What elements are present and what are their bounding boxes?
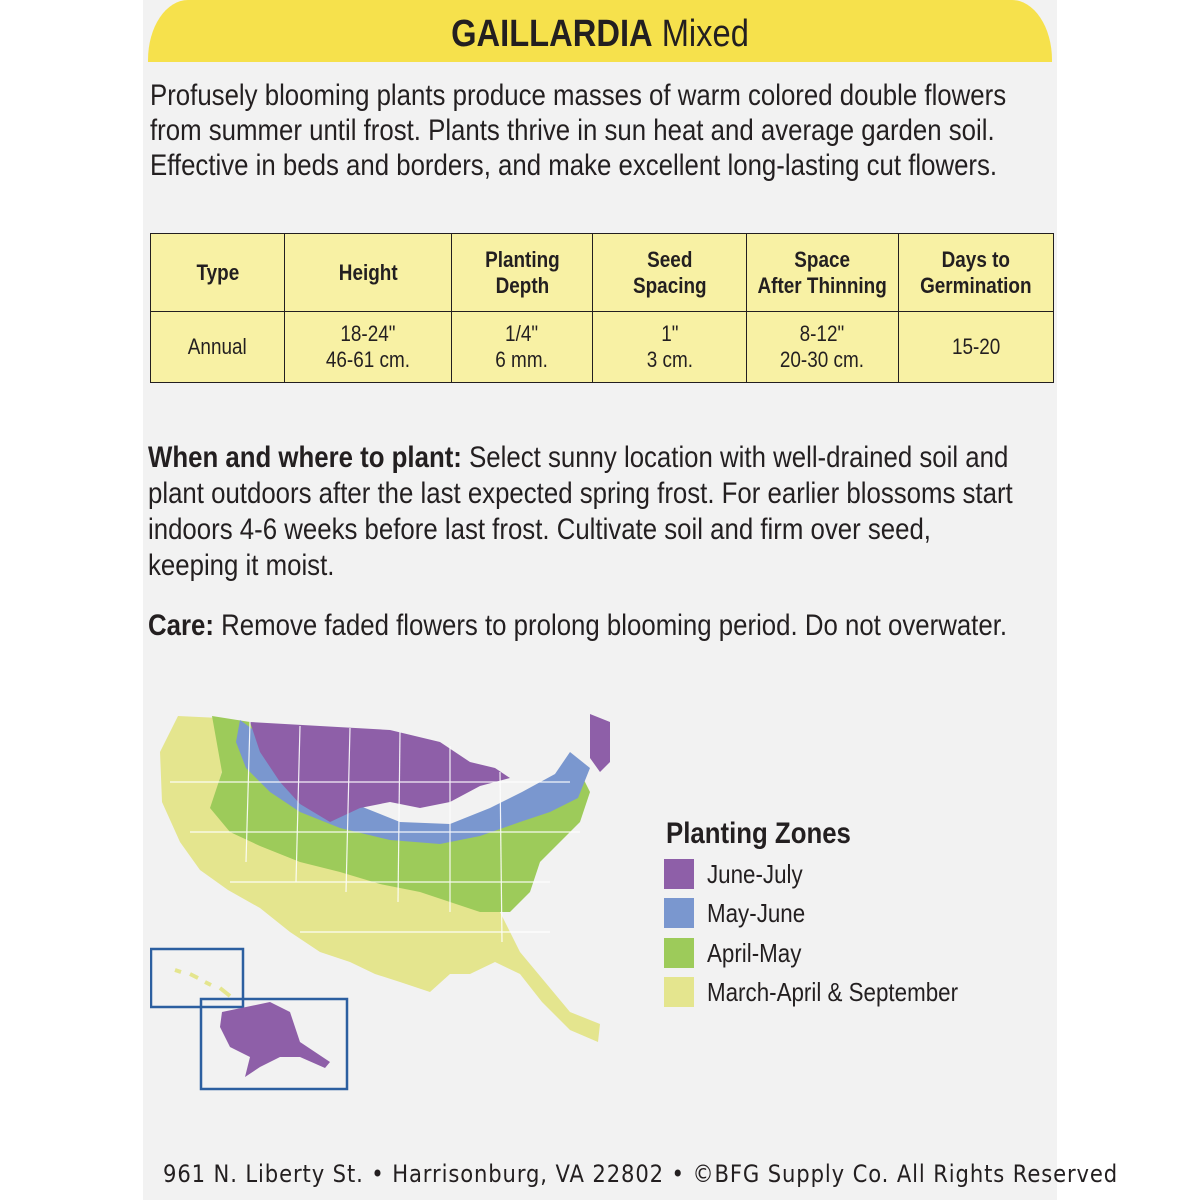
care-lead: Care:: [148, 609, 214, 642]
footer-address: 961 N. Liberty St. • Harrisonburg, VA 22802 • ©BFG Supply Co. All Rights Reserved: [163, 1160, 1119, 1188]
care-text: Remove faded flowers to prolong blooming period. Do not overwater.: [213, 609, 1008, 642]
specs-header-row: [151, 234, 1054, 312]
specs-header-cell: Type: [151, 234, 285, 312]
specs-header-cell: Height: [285, 234, 451, 312]
care-instructions: [148, 608, 1025, 644]
page-title: [211, 10, 988, 58]
intro-description: Profusely blooming plants produce masses of warm colored double flowers from summer until frost. Plants thrive in sun heat and average garden soil. Effective in beds and borders, and make excellent long-lasting cut flowers.: [150, 79, 1007, 182]
planting-instructions: [148, 440, 1025, 584]
specs-header-cell: Seed Spacing: [593, 234, 746, 312]
legend-title: Planting Zones: [666, 817, 851, 850]
specs-value-cell: 1" 3 cm.: [593, 312, 746, 383]
specs-value-cell: 8-12" 20-30 cm.: [746, 312, 899, 383]
legend-label: March-April & September: [707, 977, 959, 1007]
legend-label: June-July: [707, 859, 803, 889]
title-variety: Mixed: [652, 13, 749, 55]
specs-value-cell: 1/4" 6 mm.: [451, 312, 593, 383]
specs-header-cell: Space After Thinning: [746, 234, 899, 312]
specs-value-cell: Annual: [151, 312, 285, 383]
specs-value-row: [151, 312, 1054, 383]
planting-lead: When and where to plant:: [148, 441, 462, 474]
us-zone-map-image: [150, 712, 610, 1092]
specs-header-cell: Planting Depth: [451, 234, 593, 312]
planting-text: Select sunny location with well-drained soil and plant outdoors after the last expected spring frost. For earlier blossoms start indoors 4-6 weeks before last frost. Cultivate soil and firm over seed, keeping it moist.: [148, 441, 1013, 582]
legend-swatch-march-april: [664, 977, 694, 1007]
legend-label: April-May: [707, 938, 802, 968]
title-plant-name: GAILLARDIA: [451, 13, 653, 55]
legend-swatch-june-july: [664, 859, 694, 889]
specs-header-cell: Days to Germination: [899, 234, 1054, 312]
legend-swatch-may-june: [664, 898, 694, 928]
legend-swatch-april-may: [664, 938, 694, 968]
specs-value-cell: 18-24" 46-61 cm.: [285, 312, 451, 383]
planting-zone-map: [150, 712, 610, 1092]
growing-specs-table: [150, 233, 1054, 383]
specs-value-cell: 15-20: [899, 312, 1054, 383]
legend-label: May-June: [707, 898, 806, 928]
